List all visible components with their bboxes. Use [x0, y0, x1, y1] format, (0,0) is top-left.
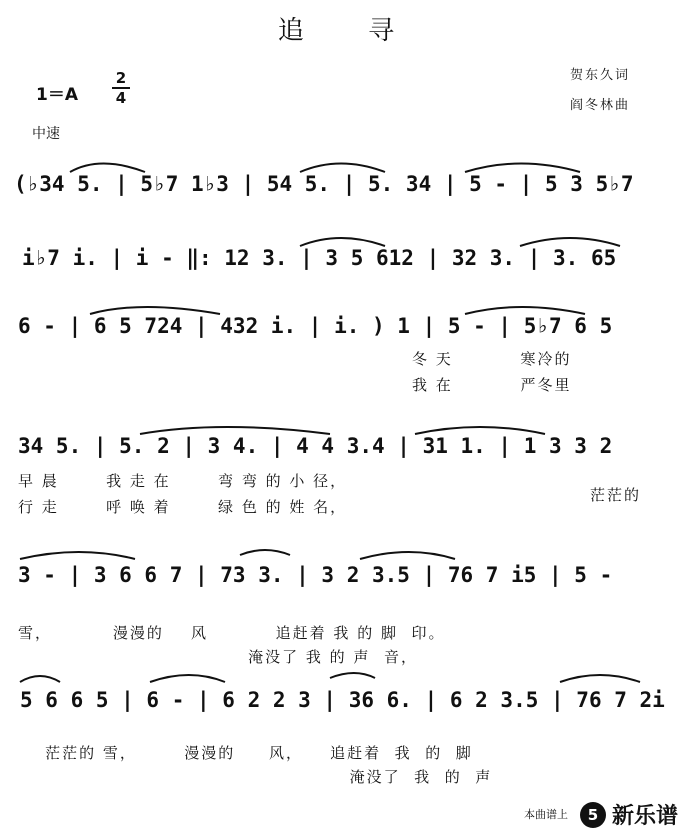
time-signature [112, 70, 130, 106]
key-signature: 1＝A [36, 85, 78, 105]
lyric-verse-2: 淹没了 我 的 声 [18, 768, 493, 786]
lyric-verse-1: 冬 天 寒冷的 [412, 350, 572, 368]
lyric-verse-2: 淹没了 我 的 声 音， [18, 648, 418, 666]
lyric-verse-2: 我 在 严冬里 [412, 376, 572, 394]
staff-line-5 [0, 545, 700, 605]
composer-credit: 阎冬林曲 [569, 98, 630, 113]
music-notation: i♭7 i. | i - ‖: 12 3. | 3 5 612 | 32 3. | 3. 65 [22, 246, 617, 270]
music-notation: 6 - | 6 5 724 | 432 i. | i. ) 1 | 5 - | 5♭7 6 5 [18, 314, 613, 338]
music-notation: 34 5. | 5. 2 | 3 4. | 4 4 3.4 | 31 1. | 1 3 3 2 [18, 434, 613, 458]
lyric-verse-2: 行 走 呼 唤 着 绿 色 的 姓 名， [18, 498, 348, 516]
logo-mark-icon: 5 [580, 802, 606, 828]
footer-note: 本曲谱上 [524, 808, 568, 821]
music-notation: (♭34 5. | 5♭7 1♭3 | 54 5. | 5. 34 | 5 - | 5 3 5♭7 [14, 172, 634, 196]
lyric-side-line: 茫茫的 [590, 486, 642, 504]
time-signature-numerator: 2 [115, 69, 127, 87]
music-notation: 5 6 6 5 | 6 - | 6 2 2 3 | 36 6. | 6 2 3.5 | 76 7 2i [20, 688, 665, 712]
staff-line-6 [0, 668, 700, 728]
site-logo [580, 799, 678, 830]
staff-line-2 [0, 228, 700, 288]
staff-line-1 [0, 150, 700, 210]
lyric-verse-1: 茫茫的 雪， 漫漫的 风， 追赶着 我 的 脚 [18, 744, 473, 762]
lyricist-credit: 贺东久词 [569, 68, 630, 83]
lyric-verse-1: 雪， 漫漫的 风 追赶着 我 的 脚 印。 [18, 624, 446, 642]
logo-text: 新乐谱 [611, 804, 678, 829]
time-signature-denominator: 4 [115, 89, 127, 107]
page-title: 追 寻 [277, 16, 423, 46]
lyric-verse-1: 早 晨 我 走 在 弯 弯 的 小 径， [18, 472, 348, 490]
staff-line-3 [0, 300, 700, 360]
tempo-marking: 中速 [32, 126, 60, 142]
music-notation: 3 - | 3 6 6 7 | 73 3. | 3 2 3.5 | 76 7 i5 | 5 - [18, 563, 613, 587]
